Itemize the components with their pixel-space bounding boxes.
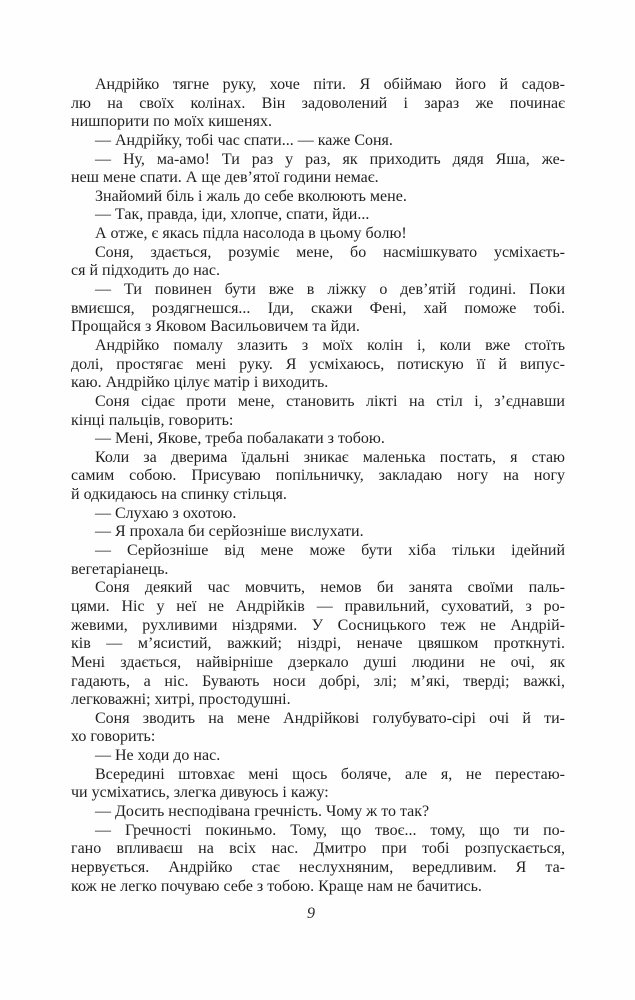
text-line: — Андрійку, тобі час спати... — каже Соня. [95,131,393,149]
text-line: — Досить несподівана гречність. Чому ж то так? [95,802,430,820]
text-line: — Я прохала би серйозніше вислухати. [95,523,364,541]
paragraph [71,393,565,430]
text-line: — Мені, Якове, треба побалакати з тобою. [95,430,385,448]
text-line: Соня, здається, розуміє мене, бо насмішкувато усміхаєть- [95,243,565,261]
text-line: Соня зводить на мене Андрійкові голубувато-сірі очі й ти- [95,709,565,727]
text-line: й одкидаюсь на спинку стільця. [71,486,287,504]
paragraph [71,822,565,897]
text-line: хо говорить: [71,728,156,746]
text-line: лю на своїх колінах. Він задоволений і зараз же починає [71,94,565,112]
text-line: кінці пальців, говорить: [71,411,234,429]
text-line: Андрійко тягне руку, хоче піти. Я обіймаю його й садов- [95,76,565,93]
paragraph [71,803,565,822]
text-line: Прощайся з Яковом Васильовичем та йди. [71,318,360,336]
text-line: Соня сідає проти мене, становить лікті на стіл і, з’єднавши [95,392,565,410]
text-block [71,76,565,896]
text-line: — Ти повинен бути вже в ліжку о дев’ятій годині. Поки [95,281,565,299]
text-line: каю. Андрійко цілує матір і виходить. [71,374,329,392]
text-line: А отже, є якась підла насолода в цьому болю! [95,225,407,243]
text-line: гано впливаєш на всіх нас. Дмитро при тобі розпускається, [71,840,565,858]
paragraph [71,244,565,281]
paragraph [71,132,565,151]
text-line: самим собою. Присуваю попільничку, закладаю ногу на ногу [71,467,565,485]
text-line: вегетаріанець. [71,560,169,578]
text-line: Мені здається, найвірніше дзеркало душі людини не очі, як [71,653,565,671]
text-line: долі, простягає мені руку. Я усміхаюсь, потискую її й випус- [71,355,565,373]
paragraph [71,579,565,709]
page-number: 9 [307,905,315,922]
paragraph [71,337,565,393]
paragraph [71,449,565,505]
text-line: нишпорити по моїх кишенях. [71,113,272,131]
text-line: нервується. Андрійко стає неслухняним, вередливим. Я та- [71,858,565,876]
paragraph [71,225,565,244]
text-line: — Не ходи до нас. [95,747,221,765]
text-line: Всередині штовхає мені щось боляче, але я, не перестаю- [95,765,565,783]
text-line: — Так, правда, іди, хлопче, спати, йди... [95,206,370,224]
text-line: — Гречності покиньмо. Тому, що твоє... тому, що ти по- [95,821,565,839]
text-line: Знайомий біль і жаль до себе вколюють мене. [95,187,407,205]
text-line: Коли за дверима їдальні зникає маленька постать, я стаю [95,448,565,466]
text-line: кож не легко почуваю себе з тобою. Краще нам не бачитись. [71,877,482,895]
paragraph [71,430,565,449]
text-line: чи усміхатись, злегка дивуюсь і кажу: [71,784,329,802]
text-line: жевими, рухливими ніздрями. У Сосницького теж не Андрій- [71,616,565,634]
paragraph [71,206,565,225]
text-line: — Ну, ма-амо! Ти раз у раз, як приходить дядя Яша, же- [95,150,565,168]
paragraph [71,766,565,803]
paragraph [71,281,565,337]
text-line: — Серйозніше від мене може бути хіба тільки ідейний [95,542,565,560]
text-line: гадають, а ніс. Бувають носи добрі, злі; м’які, тверді; важкі, [71,672,565,690]
text-line: ся й підходить до нас. [71,262,220,280]
text-line: цями. Ніс у неї не Андрійків — правильний, суховатий, з ро- [71,597,565,615]
paragraph [71,747,565,766]
paragraph [71,151,565,188]
paragraph [71,542,565,579]
text-line: неш мене спати. А ще дев’ятої години немає. [71,169,379,187]
paragraph [71,505,565,524]
paragraph [71,523,565,542]
text-line: Соня деякий час мовчить, немов би занята своїми паль- [95,579,565,597]
paragraph [71,76,565,132]
paragraph [71,710,565,747]
text-line: Андрійко помалу злазить з моїх колін і, коли вже стоїть [95,336,565,354]
text-line: ків — м’ясистий, важкий; ніздрі, неначе цвяшком проткнуті. [71,635,565,653]
text-line: вмиєшся, роздягнешся... Іди, скажи Фені, хай поможе тобі. [71,299,565,317]
text-line: легковажні; хитрі, простодушні. [71,691,291,709]
text-line: — Слухаю з охотою. [95,504,237,522]
paragraph [71,188,565,207]
